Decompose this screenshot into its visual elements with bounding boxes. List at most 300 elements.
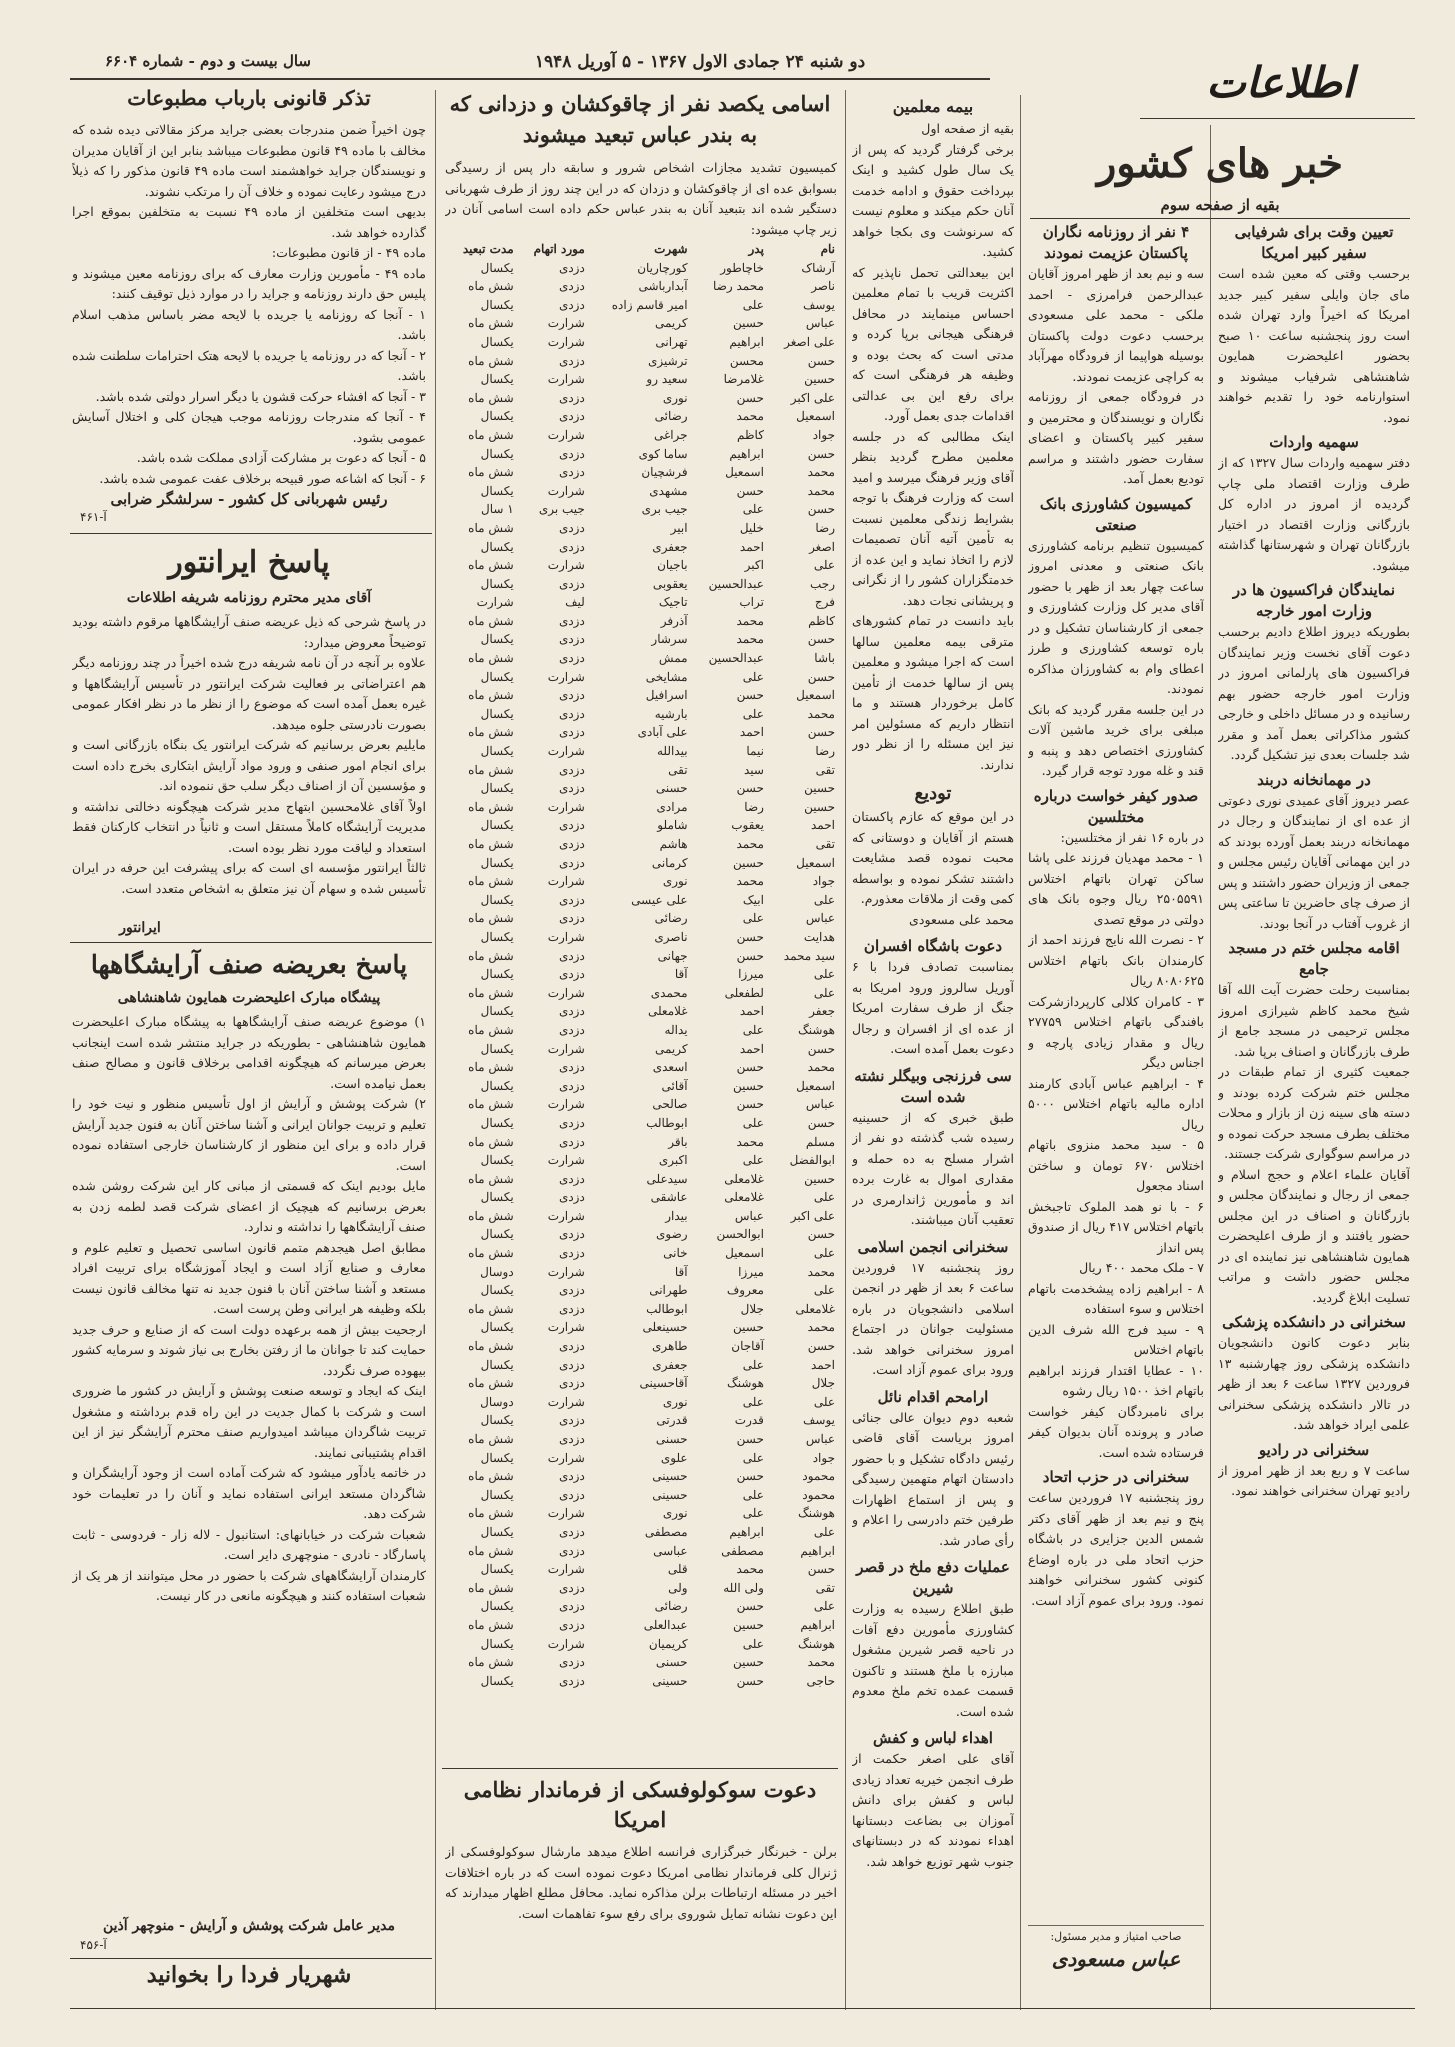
table-row [445,1411,837,1430]
table-row [445,723,837,742]
father-cell: علی [742,297,764,312]
father-cell: اسمعیل [725,1246,764,1261]
name-cell: علی اصغر [784,334,835,349]
barbers-reply-subtitle: پیشگاه مبارک اعلیحضرت همایون شاهنشاهی [117,990,381,1006]
charge-cell: دزدی [558,1190,585,1205]
table-row [445,668,837,687]
news-column-right [1218,222,1410,2012]
news-text: بطوریکه دیروز اطلاع دادیم برحسب دعوت آقای نخست وزیر نمایندگان فراکسیون های پارلمانی امروز در وزارت امور خارجه حضور بهم رسانیده و در مسائل داخلی و خارجی کشور مذاکراتی بعمل آمد و مقرر شد جلسات بعدی نیز تشکیل گردد. [1218,624,1410,762]
name-cell: علی [813,558,835,573]
section-rule [70,942,432,943]
surname-cell: کرمانی [651,855,688,870]
surname-cell: عاشقی [650,1190,688,1205]
table-row [445,1207,837,1226]
name-cell: عباس [805,1097,835,1112]
name-cell: علی [813,1246,835,1261]
header-name: نام [820,242,835,256]
term-cell: شش ماه [468,762,514,777]
name-cell: حسین [804,1171,835,1186]
father-cell: حسن [736,1469,764,1484]
news-column-third [852,95,1014,2010]
charge-cell: دزدی [558,1580,585,1595]
footer-banner: شهریار فردا را بخوانید [146,1962,352,1988]
father-cell: علی [742,1357,764,1372]
table-row [445,1058,837,1077]
father-cell: غلامرضا [723,372,764,387]
charge-cell: شرارت [547,799,585,814]
news-text: دفتر سهمیه واردات سال ۱۳۲۷ که از طرف وزارت اقتصاد ملی چاپ گردیده از امروز در اداره کل بازرگانی وزارت اقتصاد در اختیار بازرگانان تهران و شهرستانها گذاشته میشود. [1218,455,1410,573]
surname-cell: ابوطالب [646,1301,688,1316]
news-text: کمیسیون تنظیم برنامه کشاورزی بانک صنعتی و معدنی امروز ساعت چهار بعد از ظهر با حضور آقای مدیر کل وزارت کشاورزی و جمعی از کارشناسان تشکیل و در باره توسعه کشاورزی و طرز اعطای وام به کشاورزان مذاکره نمودند. در این جلسه مقرر گردید که بانک مبلغی برای خرید ماشین آلات کشاورزی اختصاص دهد و پنبه و قند و غله مورد توجه قرار گیرد. [1028,537,1204,778]
table-row [445,1653,837,1672]
surname-cell: اسرافیل [645,688,688,703]
header-surname: شهرت [654,242,688,256]
news-item [852,1728,1014,1872]
table-row [445,296,837,315]
father-cell: سید [743,762,764,777]
charge-cell: جیب بری [538,502,585,517]
news-item [1028,1467,1204,1611]
surname-cell: ممش [658,651,688,666]
name-cell: احمد [811,1357,835,1372]
surname-cell: مرادی [656,799,688,814]
deportees-table [445,240,837,1690]
name-cell: حسن [807,1339,835,1354]
name-cell: محمد [807,1060,835,1075]
father-cell: ابراهیم [729,446,764,461]
name-cell: محمد [807,1655,835,1670]
surname-cell: عباسی [653,1543,688,1558]
news-title-rule [1030,218,1410,219]
charge-cell: دزدی [558,1283,585,1298]
table-row [445,1449,837,1468]
news-item [852,1066,1014,1231]
name-cell: جواد [812,427,835,442]
name-cell: ناصر [811,279,835,294]
father-cell: محسن [729,353,764,368]
news-text: سه و نیم بعد از ظهر امروز آقایان عبدالرحمن فرامرزی - احمد ملکی - محمد علی مسعودی برحسب دعوت دولت پاکستان بوسیله هواپیما از فرودگاه مهرآباد به کراچی عزیمت نمودند. در فرودگاه جمعی از روزنامه نگاران و نویسندگان و محترمین و سفیر کبیر پاکستان و اعضای سفارت حضور داشتند و مراسم تودیع بعمل آمد. [1028,266,1204,486]
name-cell: حسن [807,502,835,517]
news-text: برحسب وقتی که معین شده است مای جان وایلی سفیر کبیر جدید امریکا که اخیراً وارد تهران شده است روز پنجشنبه ساعت ۱۰ صبح بحضور اعلیحضرت همایون شاهنشاهی شرفیاب میشوند و استوارنامه خود را تقدیم خواهند نمود. [1218,266,1410,425]
news-headline: کمیسیون کشاورزی بانک صنعتی [1039,494,1193,534]
father-cell: علی [742,502,764,517]
name-cell: حسن [807,446,835,461]
publisher-name: عباس مسعودی [1051,1947,1181,1971]
surname-cell: آبدارباشی [638,279,688,294]
term-cell: یکسال [480,446,514,461]
name-cell: کاظم [808,613,835,628]
table-row [445,538,837,557]
surname-cell: علوی [660,1450,688,1465]
term-cell: شش ماه [468,1432,514,1446]
father-cell: علی [742,1022,764,1037]
charge-cell: دزدی [558,818,585,833]
surname-cell: بیدالله [656,744,688,759]
father-cell: حسن [736,781,764,796]
term-cell: یکسال [480,781,514,796]
name-cell: حسن [807,632,835,647]
father-cell: علی [742,1153,764,1168]
charge-cell: دزدی [558,1227,585,1242]
father-cell: اکبر [744,558,764,573]
table-row [445,1542,837,1561]
charge-cell: دزدی [558,725,585,740]
name-cell: محمد [807,1320,835,1335]
surname-cell: علی آبادی [637,725,688,740]
surname-cell: غلامعلی [647,1004,688,1019]
news-text: بنابر دعوت کانون دانشجویان دانشکده پزشکی روز چهارشنبه ۱۳ فروردین ۱۳۲۷ ساعت ۶ بعد از ظهر در تالار دانشکده پزشکی سخنرانی علمی ایراد خواهد شد. [1218,1335,1410,1432]
surname-cell: رضائی [654,409,688,424]
name-cell: هوشنگ [798,1506,835,1521]
surname-cell: سرشار [651,632,688,647]
news-text: روز پنجشنبه ۱۷ فروردین ساعت پنج و نیم بعد از ظهر آقای دکتر شمس الدین جزایری در باشگاه حزب اتحاد ملی در باره اوضاع کنونی کشور سخنرانی خواهند نمود. ورود برای عموم آزاد است. [1028,1490,1204,1608]
charge-cell: دزدی [558,911,585,926]
name-cell: علی [813,892,835,907]
surname-cell: خانی [663,1246,688,1261]
irantour-text: در پاسخ شرحی که ذیل عریضه صنف آرایشگاهها مرقوم داشته بودید توضیحاً معروض میدارد: علاوه بر آنچه در آن نامه شریفه درج شده اخیراً در چند روزنامه دیگر هم اعتراضاتی بر فعالیت شرکت ایرانتور در تأسیس آرایشگاهها و غیره بعمل آمده است که موضوع را از نظر ما در نظر افکار عمومی بصورت نادرستی جلوه میدهد. مایلیم بعرض برسانیم که شرکت ایرانتور یک بنگاه بازرگانی است و برای انجام امور صنفی و ورود مواد آرایش ابتکاری بخرج داده است و مؤسسین آن از اصناف دیگر سلب حق ننموده اند. اولاً آقای غلامحسین ابتهاج مدیر شرکت هیچگونه دخالتی نداشته و مدیریت آرایشگاه کاملاً مستقل است و ثانیاً در انتخاب کارکنان فقط استعداد و لیاقت مورد نظر بوده است. ثالثاً ایرانتور مؤسسه ای است که برای پیشرفت این حرفه در ایران تأسیس شده و سهام آن نیز متعلق به اشخاص متعدد است. [72,614,426,896]
surname-cell: فرشچیان [641,465,688,480]
news-text: بمناسبت رحلت حضرت آیت الله آقا شیخ محمد کاظم شیرازی امروز مجلس ترحیمی در مسجد جامع از طرف بازرگانان و اصناف برپا شد. جمعیت کثیری از تمام طبقات در مجلس ختم شرکت کرده بودند و دسته های سینه زن از بازار و محلات مختلف بطرف مسجد حرکت نموده و در مراسم سوگواری شرکت جستند. آقایان علماء اعلام و حجج اسلام و جمعی از رجال و نمایندگان مجلس و بازرگانان و اصناف در این مجلس حضور یافتند و از طرف اعلیحضرت همایون شاهنشاهی نیز نماینده ای در مجلس حضور داشت و مراتب تسلیت ابلاغ گردید. [1218,982,1410,1305]
name-cell: جواد [812,874,835,889]
father-cell: رضا [744,799,764,814]
charge-cell: دزدی [558,1655,585,1670]
column-divider [1210,125,1211,2010]
name-cell: ابراهیم [800,1543,835,1558]
table-row [445,965,837,984]
charge-cell: دزدی [558,1432,585,1446]
term-cell: شش ماه [468,651,514,666]
news-item [1028,786,1204,1464]
term-cell: شش ماه [468,837,514,851]
name-cell: ابراهیم [800,1617,835,1632]
name-cell: عباس [805,1432,835,1446]
charge-cell: دزدی [558,1617,585,1632]
surname-cell: علی عیسی [631,892,688,907]
name-cell: حسن [807,725,835,740]
surname-cell: کریمیان [648,1636,688,1651]
father-cell: آقاجان [731,1339,764,1354]
charge-cell: دزدی [558,446,585,461]
table-row [445,1021,837,1040]
table-row [445,407,837,426]
news-headline: سخنرانی انجمن اسلامی [857,1237,1009,1256]
name-cell: علی [813,1599,835,1614]
name-cell: جلال [811,1376,835,1391]
charge-cell: دزدی [558,576,585,591]
charge-cell: دزدی [558,892,585,907]
name-cell: محمود [802,1469,835,1484]
term-cell: شش ماه [468,353,514,368]
name-cell: آرشاک [801,260,835,275]
name-cell: محمد [807,465,835,480]
term-cell: یکسال [480,1283,514,1298]
father-cell: احمد [739,1041,764,1056]
surname-cell: جهانی [657,948,688,963]
name-cell: علی اکبر [790,1208,835,1223]
term-cell: شش ماه [468,1208,514,1223]
surname-cell: تقی [668,762,688,777]
surname-cell: حسینی [652,1487,688,1502]
table-row [445,947,837,966]
table-row [445,872,837,891]
news-headline: نمایندگان فراکسیون ها در وزارت امور خارجه [1232,581,1396,620]
father-cell: ولی الله [723,1580,764,1595]
term-cell: یکسال [480,632,514,647]
charge-cell: دزدی [558,651,585,666]
term-cell: یکسال [480,372,514,387]
name-cell: غلامعلی [795,1301,835,1316]
table-row [445,742,837,761]
news-headline: عملیات دفع ملخ در قصر شیرین [856,1558,1010,1597]
charge-cell: شرارت [547,1153,585,1168]
table-row [445,1040,837,1059]
news-text: بمناسبت تصادف فردا با ۶ آوریل سالروز ورود امریکا به جنگ از طرف سفارت امریکا از عده ای از افسران و رجال دعوت بعمل آمده است. [852,959,1014,1056]
table-row [445,928,837,947]
name-cell: یوسف [802,297,835,312]
term-cell: یکسال [480,483,514,498]
bottom-rule [70,2008,1415,2009]
father-cell: حسن [736,1097,764,1112]
charge-cell: دزدی [558,1078,585,1093]
father-cell: اسمعیل [725,465,764,480]
table-row [445,1486,837,1505]
news-text: بقیه از صفحه اول برخی گرفتار گردید که پس از یک سال طول کشید و اینک بپرداخت حقوق و ادامه خدمت آنان حکم میکند و معلوم نیست که سرنوشت وی بکجا خواهد کشید. این بیعدالتی تحمل ناپذیر که اکثریت قریب با تمام معلمین احساس مینمایند در محافل فرهنگی هیجانی برپا کرده و مدتی است که بحث بوده و وظیفه هر فرهنگی است که برای رفع این بی عدالتی اقدامات جدی بعمل آورد. اینک مطالبی که در جلسه معلمین مطرح گردید بنظر آقای وزیر فرهنگ میرسد و امید است که وزارت فرهنگ با توجه بشرایط زندگی معلمین نسبت به تأمین آتیه آنان تصمیمات لازم را اتخاذ نماید و این عده از خدمتگزاران کشور را از نگرانی و پریشانی نجات دهد. باید دانست در تمام کشورهای مترقی بیمه معلمین سالها است که اجرا میشود و معلمین پس از سالها خدمت از تأمین کامل برخوردار هستند و ما انتظار داریم که مسئولین امر نیز این مسئله را از نظر دور ندارند. [852,121,1014,772]
father-cell: یعقوب [731,818,764,833]
news-item [1218,938,1410,1308]
term-cell: شش ماه [468,465,514,480]
surname-cell: آذرفر [660,613,688,628]
surname-cell: مشهدی [649,483,688,498]
table-row [445,1281,837,1300]
news-headline: بیمه معلمین [892,97,974,116]
charge-cell: شرارت [547,316,585,331]
surname-cell: حسنی [655,1655,688,1670]
charge-cell: شرارت [547,1208,585,1223]
father-cell: علی [742,1487,764,1502]
father-cell: عبدالحسین [708,651,764,666]
news-text: ساعت ۷ و ربع بعد از ظهر امروز از رادیو تهران سخنرانی خواهند نمود. [1218,1462,1410,1498]
charge-cell: دزدی [558,1004,585,1019]
father-cell: حسین [733,855,764,870]
charge-cell: دزدی [558,1599,585,1614]
father-cell: هوشنگ [726,1376,764,1391]
name-cell: علی [813,1190,835,1205]
surname-cell: کریمی [654,316,688,331]
charge-cell: دزدی [558,1022,585,1037]
surname-cell: ابیر [670,520,688,535]
table-row [445,500,837,519]
news-item [1028,494,1204,782]
father-cell: علی [742,1115,764,1130]
name-cell: حسن [807,1041,835,1056]
table-row [445,1430,837,1449]
news-headline: سخنرانی در دانشکده پزشکی [1222,1313,1406,1331]
surname-cell: تهرانی [655,334,688,349]
term-cell: یکسال [480,1078,514,1093]
barbers-reply-signature: مدیر عامل شرکت پوشش و آرایش - منوچهر آذین [102,1918,396,1934]
name-cell: حسن [807,669,835,684]
news-item [1218,1440,1410,1502]
father-cell: حسن [736,929,764,944]
surname-cell: آقا [674,967,688,982]
charge-cell: شرارت [547,372,585,387]
table-row [445,1523,837,1542]
table-row [445,333,837,352]
name-cell: فرج [814,595,835,610]
news-item [1028,222,1204,490]
father-cell: احمد [739,725,764,740]
name-cell: رضا [815,520,835,535]
news-item [852,936,1014,1060]
footer-rule [70,1958,432,1959]
father-cell: حسن [736,390,764,405]
charge-cell: دزدی [558,1469,585,1484]
name-cell: اسمعیل [796,409,835,424]
table-row [445,798,837,817]
news-item [1218,770,1410,935]
father-cell: علی [742,911,764,926]
name-cell: اسمعیل [796,1078,835,1093]
surname-cell: حسنی [655,1432,688,1446]
table-row [445,1393,837,1412]
table-row [445,445,837,464]
term-cell: شش ماه [468,1506,514,1521]
news-headline: سی فرزنجی وبیگلر نشته شده است [854,1066,1012,1106]
term-cell: ۱ سال [481,502,514,517]
charge-cell: دزدی [558,353,585,368]
term-cell: شش ماه [468,520,514,535]
charge-cell: دزدی [558,1413,585,1428]
sokol-rule [442,1768,838,1769]
name-cell: محمود [802,1487,835,1502]
table-row [445,1560,837,1579]
surname-cell: حسینی [652,1673,688,1688]
surname-cell: شاملو [657,818,688,833]
term-cell: شش ماه [468,1376,514,1391]
news-headline: ۴ نفر از روزنامه نگاران پاکستان عزیمت نمودند [1042,223,1190,262]
section-rule [70,533,432,534]
name-cell: جواد [812,1450,835,1465]
charge-cell: شرارت [547,427,585,442]
father-cell: محمد [736,632,764,647]
name-cell: هوشنگ [798,1022,835,1037]
table-row [445,761,837,780]
charge-cell: دزدی [558,1673,585,1688]
table-header-row [445,240,837,259]
charge-cell: شرارت [547,1506,585,1521]
news-headline: تعیین وقت برای شرفیابی سفیر کبیر امریکا [1234,223,1394,262]
term-cell: شش ماه [468,1655,514,1670]
surname-cell: کریمی [654,1041,688,1056]
father-cell: کاظم [737,427,764,442]
table-row [445,1170,837,1189]
father-cell: حسین [733,316,764,331]
column-divider [845,90,846,2010]
name-cell: حسن [807,1562,835,1577]
term-cell: شش ماه [468,985,514,1000]
charge-cell: دزدی [558,409,585,424]
deportees-table-wrap [445,240,837,1760]
name-cell: تقی [815,837,835,851]
charge-cell: دزدی [558,762,585,777]
term-cell: یکسال [480,1599,514,1614]
charge-cell: دزدی [558,781,585,796]
publisher-signature-block [1028,1925,1204,1996]
father-cell: تراب [739,595,764,610]
surname-cell: طهرانی [649,1283,688,1298]
news-headline: تودیع [914,783,952,804]
table-row [445,1114,837,1133]
news-headline: صدور کیفر خواست درباره مختلسین [1033,786,1199,826]
term-cell: یکسال [480,1190,514,1205]
news-text: شعبه دوم دیوان عالی جنائی امروز بریاست آقای قاضی رئیس دادگاه تشکیل و با حضور دادستان اتهام متهمین رسیدگی و پس از استماع اظهارات طرفین ختم دادرسی را اعلام و رأی صادر شد. [852,1409,1014,1548]
term-cell: شش ماه [468,1060,514,1075]
term-cell: شرارت [476,595,514,610]
name-cell: هوشنگ [798,1636,835,1651]
name-cell: سید محمد [783,948,835,963]
surname-cell: قدرتی [656,1413,688,1428]
newspaper-logo: اطلاعات [1206,58,1354,107]
table-row [445,1151,837,1170]
news-item [852,781,1014,930]
father-cell: میرزا [738,967,764,982]
father-cell: حسن [736,688,764,703]
name-cell: اسمعیل [796,855,835,870]
term-cell: یکسال [480,1153,514,1168]
name-cell: رجب [810,576,835,591]
surname-cell: رضوی [656,1227,688,1242]
header-charge: مورد اتهام [533,242,585,256]
charge-cell: دزدی [558,1134,585,1149]
term-cell: شش ماه [468,613,514,628]
father-cell: محمد [736,409,764,424]
name-cell: عباس [805,911,835,926]
charge-cell: دزدی [558,1060,585,1075]
father-cell: حسین [733,1320,764,1335]
table-row [445,1672,837,1691]
term-cell: شش ماه [468,390,514,405]
term-cell: یکسال [480,1524,514,1539]
news-text: روز پنجشنبه ۱۷ فروردین ساعت ۶ بعد از ظهر در انجمن اسلامی دانشجویان در باره مسئولیت جوانان در اجتماع امروز سخنرانی خواهد شد. ورود برای عموم آزاد است. [852,1259,1014,1377]
name-cell: تقی [815,1580,835,1595]
surname-cell: حسینعلی [642,1320,688,1335]
table-row [445,389,837,408]
news-text: طبق خبری که از حسینیه رسیده شب گذشته دو نفر از اشرار مسلح به ده حمله و مقداری اموال به غارت برده اند و مأمورین ژاندارمری در تعقیب آنان میباشند. [852,1109,1014,1227]
father-cell: ابراهیم [729,1524,764,1539]
term-cell: شش ماه [468,1469,514,1484]
surname-cell: ساما کوی [638,446,688,461]
father-cell: ابراهیم [729,334,764,349]
legal-notice-title: تذکر قانونی بارباب مطبوعات [127,86,371,110]
news-text: در این موقع که عازم پاکستان هستم از آقایان و دوستانی که محبت نموده قصد مشایعت داشتند تشکر نموده و بواسطه کمی وقت از ملاقات معذورم. محمد علی مسعودی [852,809,1014,927]
charge-cell: دزدی [558,1246,585,1261]
table-row [445,1356,837,1375]
table-row [445,984,837,1003]
father-cell: مصطفی [721,1543,764,1558]
name-cell: تقی [815,762,835,777]
father-cell: عباس [734,1208,764,1223]
table-row [445,1133,837,1152]
term-cell: یکسال [480,929,514,944]
father-cell: محمد [736,837,764,851]
charge-cell: شرارت [547,483,585,498]
term-cell: یکسال [480,855,514,870]
father-cell: محمد [736,1562,764,1577]
masthead-rule-right [1140,118,1415,119]
deportees-table-body [445,259,837,1691]
name-cell: حسین [804,781,835,796]
surname-cell: آقائی [661,1078,688,1093]
